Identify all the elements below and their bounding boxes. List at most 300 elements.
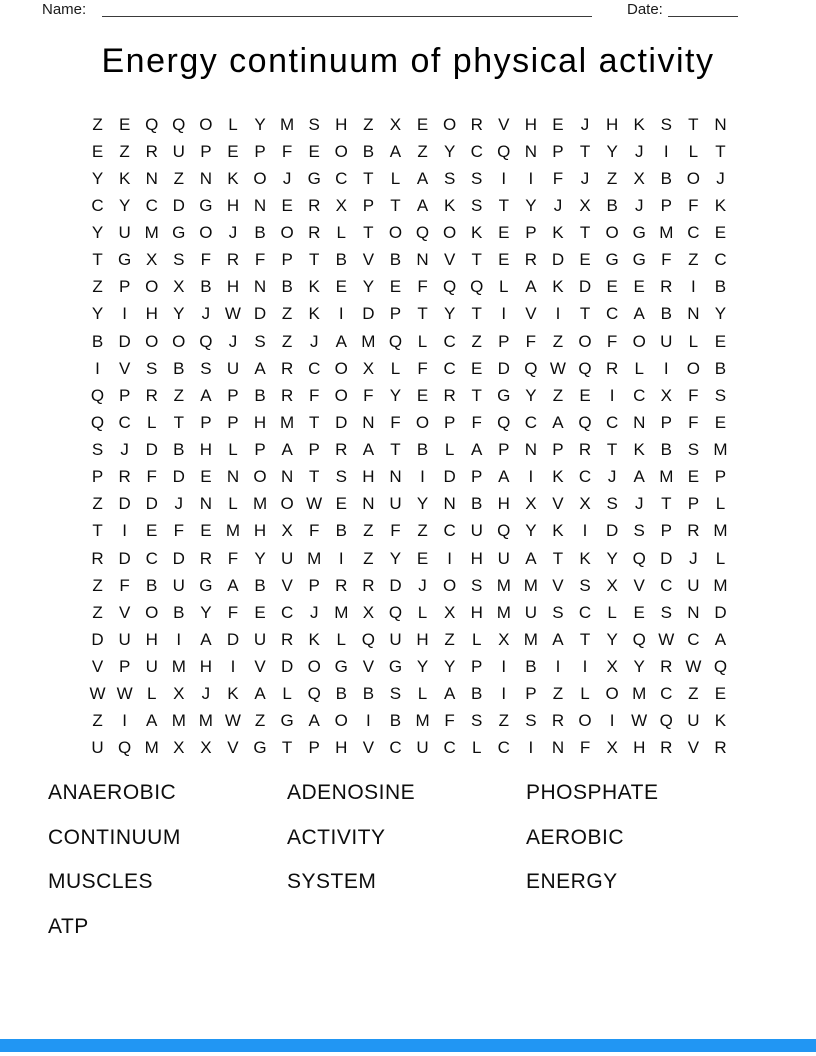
grid-letter: Y: [714, 304, 727, 324]
grid-letter: L: [688, 331, 699, 351]
grid-letter: X: [146, 250, 158, 270]
grid-letter: B: [714, 277, 727, 297]
grid-letter: J: [228, 331, 238, 351]
grid-letter: T: [498, 195, 509, 215]
grid-letter: S: [146, 358, 158, 378]
grid-letter: U: [660, 331, 673, 351]
grid-letter: F: [444, 711, 455, 731]
grid-letter: G: [172, 223, 186, 243]
grid-letter: M: [713, 575, 728, 595]
grid-letter: J: [634, 141, 644, 161]
grid-letter: C: [308, 358, 321, 378]
grid-letter: Z: [471, 331, 482, 351]
grid-letter: P: [498, 331, 510, 351]
grid-letter: E: [200, 467, 212, 487]
grid-letter: R: [226, 250, 240, 270]
grid-letter: C: [443, 521, 456, 541]
grid-letter: W: [306, 494, 323, 514]
grid-letter: K: [633, 440, 645, 460]
grid-letter: H: [470, 548, 483, 568]
grid-letter: F: [309, 385, 320, 405]
grid-letter: M: [225, 521, 241, 541]
grid-letter: A: [308, 711, 320, 731]
grid-letter: L: [444, 440, 455, 460]
grid-letter: C: [145, 195, 158, 215]
grid-letter: L: [336, 223, 347, 243]
grid-letter: O: [280, 223, 294, 243]
grid-letter: S: [687, 440, 700, 460]
grid-letter: V: [227, 738, 239, 758]
grid-letter: S: [660, 602, 672, 622]
grid-letter: R: [687, 521, 700, 541]
grid-letter: F: [390, 412, 401, 432]
grid-letter: R: [335, 575, 348, 595]
grid-letter: H: [497, 494, 510, 514]
grid-letter: Y: [525, 385, 537, 405]
grid-letter: I: [122, 711, 127, 731]
grid-letter: E: [118, 114, 131, 134]
grid-letter: M: [659, 467, 674, 487]
grid-letter: E: [227, 141, 239, 161]
grid-letter: D: [145, 440, 158, 460]
grid-letter: Q: [497, 412, 511, 432]
grid-letter: U: [172, 141, 185, 161]
grid-letter: U: [172, 575, 185, 595]
grid-letter: L: [390, 358, 401, 378]
grid-letter: I: [501, 657, 507, 677]
grid-letter: K: [443, 195, 456, 215]
grid-letter: A: [335, 331, 347, 351]
grid-letter: Y: [443, 304, 456, 324]
grid-letter: P: [660, 412, 672, 432]
grid-letter: O: [334, 385, 348, 405]
grid-letter: S: [633, 521, 645, 541]
grid-letter: Q: [172, 114, 186, 134]
grid-letter: C: [687, 629, 700, 649]
grid-letter: D: [172, 467, 185, 487]
grid-letter: J: [201, 684, 211, 704]
grid-letter: O: [253, 168, 267, 188]
grid-letter: L: [607, 602, 617, 622]
grid-letter: F: [254, 250, 266, 270]
grid-letter: T: [661, 494, 672, 514]
grid-letter: Z: [363, 521, 374, 541]
grid-letter: I: [501, 684, 507, 704]
grid-letter: V: [687, 738, 700, 758]
grid-letter: A: [525, 548, 537, 568]
grid-letter: M: [144, 738, 159, 758]
grid-letter: Y: [362, 277, 375, 297]
grid-letter: E: [714, 331, 727, 351]
grid-letter: W: [89, 684, 106, 704]
grid-letter: Q: [118, 738, 132, 758]
grid-letter: P: [471, 467, 483, 487]
grid-letter: R: [605, 358, 619, 378]
grid-letter: E: [308, 141, 320, 161]
grid-letter: O: [686, 168, 700, 188]
grid-letter: X: [525, 494, 537, 514]
grid-letter: M: [280, 114, 295, 134]
grid-letter: J: [634, 195, 644, 215]
grid-letter: I: [555, 657, 561, 677]
grid-letter: W: [658, 629, 675, 649]
grid-letter: M: [523, 575, 538, 595]
grid-letter: Y: [389, 548, 402, 568]
grid-letter: Q: [497, 141, 511, 161]
grid-letter: I: [528, 467, 534, 487]
grid-letter: Z: [552, 385, 564, 405]
grid-letter: T: [309, 250, 320, 270]
grid-letter: E: [471, 358, 483, 378]
grid-letter: I: [609, 385, 615, 405]
grid-letter: Y: [416, 494, 429, 514]
grid-letter: D: [605, 521, 619, 541]
grid-letter: E: [254, 602, 266, 622]
grid-letter: Z: [363, 548, 374, 568]
grid-letter: F: [579, 738, 591, 758]
grid-letter: I: [501, 168, 507, 188]
date-label: Date:: [627, 1, 663, 18]
grid-letter: A: [200, 385, 212, 405]
grid-letter: V: [118, 602, 131, 622]
grid-letter: Q: [578, 358, 592, 378]
grid-letter: G: [118, 250, 132, 270]
grid-letter: E: [416, 385, 429, 405]
grid-letter: R: [118, 467, 131, 487]
grid-letter: P: [227, 385, 239, 405]
grid-letter: B: [254, 385, 266, 405]
grid-letter: U: [524, 602, 537, 622]
grid-letter: E: [146, 521, 158, 541]
grid-letter: Y: [389, 385, 402, 405]
grid-letter: N: [199, 494, 212, 514]
grid-letter: P: [362, 195, 375, 215]
grid-letter: L: [336, 629, 347, 649]
grid-letter: B: [91, 331, 104, 351]
grid-letter: S: [579, 575, 591, 595]
grid-letter: F: [525, 331, 537, 351]
grid-letter: E: [687, 467, 700, 487]
grid-letter: P: [91, 467, 104, 487]
grid-letter: L: [715, 548, 726, 568]
grid-letter: M: [307, 548, 322, 568]
grid-letter: N: [362, 412, 375, 432]
grid-letter: N: [687, 602, 700, 622]
grid-letter: Q: [632, 629, 646, 649]
grid-letter: S: [200, 358, 212, 378]
grid-letter: F: [606, 331, 618, 351]
grid-letter: O: [605, 223, 619, 243]
grid-letter: B: [173, 440, 185, 460]
grid-letter: K: [552, 277, 564, 297]
grid-letter: L: [282, 684, 292, 704]
grid-letter: F: [200, 250, 212, 270]
grid-letter: D: [253, 304, 267, 324]
grid-letter: X: [660, 385, 672, 405]
grid-letter: N: [145, 168, 158, 188]
grid-letter: W: [631, 711, 648, 731]
grid-letter: J: [309, 602, 319, 622]
grid-letter: H: [524, 114, 537, 134]
grid-letter: E: [416, 114, 429, 134]
grid-letter: X: [498, 629, 510, 649]
grid-letter: V: [362, 738, 375, 758]
grid-letter: D: [145, 494, 158, 514]
grid-letter: M: [415, 711, 430, 731]
grid-letter: N: [443, 494, 456, 514]
grid-letter: F: [119, 575, 130, 595]
grid-letter: I: [122, 521, 127, 541]
grid-letter: P: [118, 385, 131, 405]
grid-letter: P: [254, 141, 266, 161]
grid-letter: L: [580, 684, 590, 704]
grid-letter: M: [252, 494, 268, 514]
grid-letter: S: [254, 331, 266, 351]
grid-letter: S: [525, 711, 537, 731]
grid-letter: H: [335, 114, 348, 134]
grid-letter: S: [660, 114, 672, 134]
grid-letter: D: [118, 494, 131, 514]
grid-letter: S: [173, 250, 185, 270]
grid-letter: F: [688, 412, 699, 432]
grid-letter: P: [308, 440, 320, 460]
grid-letter: W: [549, 358, 566, 378]
grid-letter: C: [605, 304, 619, 324]
grid-letter: U: [226, 358, 240, 378]
grid-letter: K: [118, 168, 131, 188]
grid-letter: E: [633, 602, 645, 622]
grid-letter: X: [606, 738, 618, 758]
grid-letter: O: [145, 277, 159, 297]
grid-letter: M: [713, 521, 728, 541]
grid-letter: P: [118, 277, 131, 297]
grid-letter: E: [335, 277, 347, 297]
grid-letter: Z: [254, 711, 266, 731]
grid-letter: Q: [388, 602, 403, 622]
grid-letter: T: [579, 304, 591, 324]
grid-letter: L: [471, 629, 482, 649]
grid-letter: Z: [92, 494, 103, 514]
grid-letter: J: [174, 494, 184, 514]
grid-letter: O: [686, 358, 700, 378]
grid-letter: F: [227, 548, 239, 568]
grid-letter: M: [496, 575, 511, 595]
grid-letter: I: [663, 141, 669, 161]
page-title: Energy continuum of physical activity: [101, 42, 715, 80]
grid-letter: Z: [119, 141, 130, 161]
grid-letter: I: [230, 657, 236, 677]
grid-letter: X: [173, 277, 185, 297]
grid-letter: Y: [200, 602, 212, 622]
grid-letter: D: [714, 602, 727, 622]
grid-letter: B: [660, 440, 672, 460]
grid-letter: T: [390, 195, 401, 215]
word-list-item: CONTINUUM: [48, 825, 181, 849]
grid-letter: Q: [90, 385, 105, 405]
grid-letter: K: [227, 684, 239, 704]
grid-letter: V: [362, 657, 375, 677]
grid-letter: A: [254, 684, 266, 704]
grid-letter: D: [226, 629, 240, 649]
grid-letter: R: [280, 385, 294, 405]
grid-letter: A: [552, 629, 564, 649]
grid-letter: N: [253, 277, 267, 297]
grid-letter: V: [498, 114, 510, 134]
grid-letter: G: [253, 738, 267, 758]
grid-letter: T: [309, 412, 320, 432]
grid-letter: Y: [525, 521, 537, 541]
grid-letter: B: [254, 575, 266, 595]
word-list-item: PHOSPHATE: [526, 781, 659, 804]
grid-letter: D: [280, 657, 294, 677]
grid-letter: O: [578, 331, 592, 351]
grid-letter: G: [280, 711, 294, 731]
grid-letter: O: [334, 358, 348, 378]
grid-letter: Q: [497, 521, 511, 541]
grid-letter: C: [660, 575, 673, 595]
name-label: Name:: [42, 1, 87, 18]
grid-letter: G: [632, 223, 646, 243]
grid-letter: X: [200, 738, 212, 758]
grid-letter: Z: [281, 304, 293, 324]
grid-letter: Y: [443, 657, 456, 677]
grid-letter: J: [282, 168, 292, 188]
grid-letter: P: [660, 195, 672, 215]
grid-letter: Z: [417, 141, 428, 161]
grid-letter: L: [417, 684, 428, 704]
grid-letter: O: [605, 684, 619, 704]
grid-letter: P: [660, 521, 672, 541]
grid-letter: I: [420, 467, 425, 487]
grid-letter: S: [308, 114, 320, 134]
grid-letter: G: [632, 250, 646, 270]
grid-letter: P: [389, 304, 402, 324]
grid-letter: V: [525, 304, 537, 324]
grid-letter: T: [579, 223, 591, 243]
grid-letter: X: [362, 602, 375, 622]
grid-letter: A: [525, 277, 537, 297]
grid-letter: S: [389, 684, 402, 704]
grid-letter: M: [334, 602, 349, 622]
grid-letter: C: [714, 250, 727, 270]
grid-letter: Q: [388, 331, 403, 351]
grid-letter: Q: [470, 277, 484, 297]
grid-letter: T: [173, 412, 184, 432]
grid-letter: H: [253, 521, 267, 541]
grid-letter: S: [471, 575, 483, 595]
grid-letter: W: [224, 711, 241, 731]
grid-letter: V: [254, 657, 266, 677]
word-list-column: [526, 781, 765, 959]
grid-letter: O: [334, 141, 348, 161]
grid-letter: C: [118, 412, 131, 432]
grid-letter: Q: [145, 114, 159, 134]
grid-letter: G: [605, 250, 619, 270]
word-list-column: [48, 781, 287, 959]
grid-letter: B: [714, 358, 727, 378]
grid-letter: I: [338, 548, 344, 568]
grid-letter: V: [362, 250, 375, 270]
grid-letter: R: [660, 738, 673, 758]
grid-letter: O: [280, 494, 294, 514]
word-list-item: ACTIVITY: [287, 825, 386, 849]
grid-letter: O: [443, 223, 457, 243]
grid-letter: P: [443, 412, 456, 432]
grid-letter: E: [633, 277, 645, 297]
grid-letter: P: [525, 223, 537, 243]
grid-letter: R: [524, 250, 537, 270]
grid-letter: P: [552, 141, 564, 161]
grid-letter: Y: [633, 657, 645, 677]
grid-letter: R: [145, 385, 158, 405]
grid-letter: J: [309, 331, 319, 351]
grid-letter: O: [199, 223, 213, 243]
grid-letter: E: [579, 385, 591, 405]
grid-letter: P: [471, 657, 483, 677]
grid-letter: W: [224, 304, 241, 324]
grid-letter: X: [606, 575, 618, 595]
grid-letter: T: [688, 114, 699, 134]
grid-letter: U: [118, 223, 131, 243]
grid-letter: I: [582, 657, 588, 677]
grid-letter: O: [253, 467, 267, 487]
grid-letter: B: [660, 304, 672, 324]
grid-letter: Q: [361, 629, 375, 649]
grid-letter: S: [91, 440, 104, 460]
grid-letter: K: [308, 304, 320, 324]
grid-letter: L: [634, 358, 644, 378]
grid-letter: Z: [444, 629, 455, 649]
grid-letter: R: [578, 440, 592, 460]
grid-letter: O: [443, 575, 457, 595]
grid-letter: P: [498, 440, 510, 460]
grid-letter: Z: [363, 114, 374, 134]
grid-letter: Q: [524, 358, 538, 378]
grid-letter: N: [280, 467, 294, 487]
grid-letter: O: [578, 711, 592, 731]
word-list-item: AEROBIC: [526, 825, 625, 849]
grid-letter: P: [227, 412, 239, 432]
grid-letter: B: [335, 250, 347, 270]
grid-letter: K: [227, 168, 239, 188]
grid-letter: E: [714, 223, 727, 243]
grid-letter: B: [173, 602, 185, 622]
grid-letter: I: [122, 304, 127, 324]
grid-letter: D: [335, 412, 348, 432]
grid-letter: X: [579, 494, 591, 514]
grid-letter: K: [579, 548, 591, 568]
grid-letter: F: [417, 358, 428, 378]
grid-letter: S: [335, 467, 347, 487]
grid-letter: R: [91, 548, 104, 568]
grid-letter: Z: [92, 711, 103, 731]
grid-letter: A: [362, 440, 375, 460]
grid-letter: C: [280, 602, 294, 622]
grid-letter: Z: [552, 331, 564, 351]
grid-letter: J: [580, 114, 590, 134]
grid-letter: F: [688, 195, 699, 215]
grid-letter: I: [582, 521, 588, 541]
grid-letter: B: [335, 684, 347, 704]
grid-letter: Q: [443, 277, 457, 297]
grid-letter: Z: [92, 277, 103, 297]
grid-letter: D: [443, 467, 456, 487]
grid-letter: E: [498, 250, 510, 270]
grid-letter: F: [552, 168, 564, 188]
grid-letter: H: [633, 738, 646, 758]
grid-letter: I: [609, 711, 615, 731]
word-list-item: ENERGY: [526, 870, 618, 893]
